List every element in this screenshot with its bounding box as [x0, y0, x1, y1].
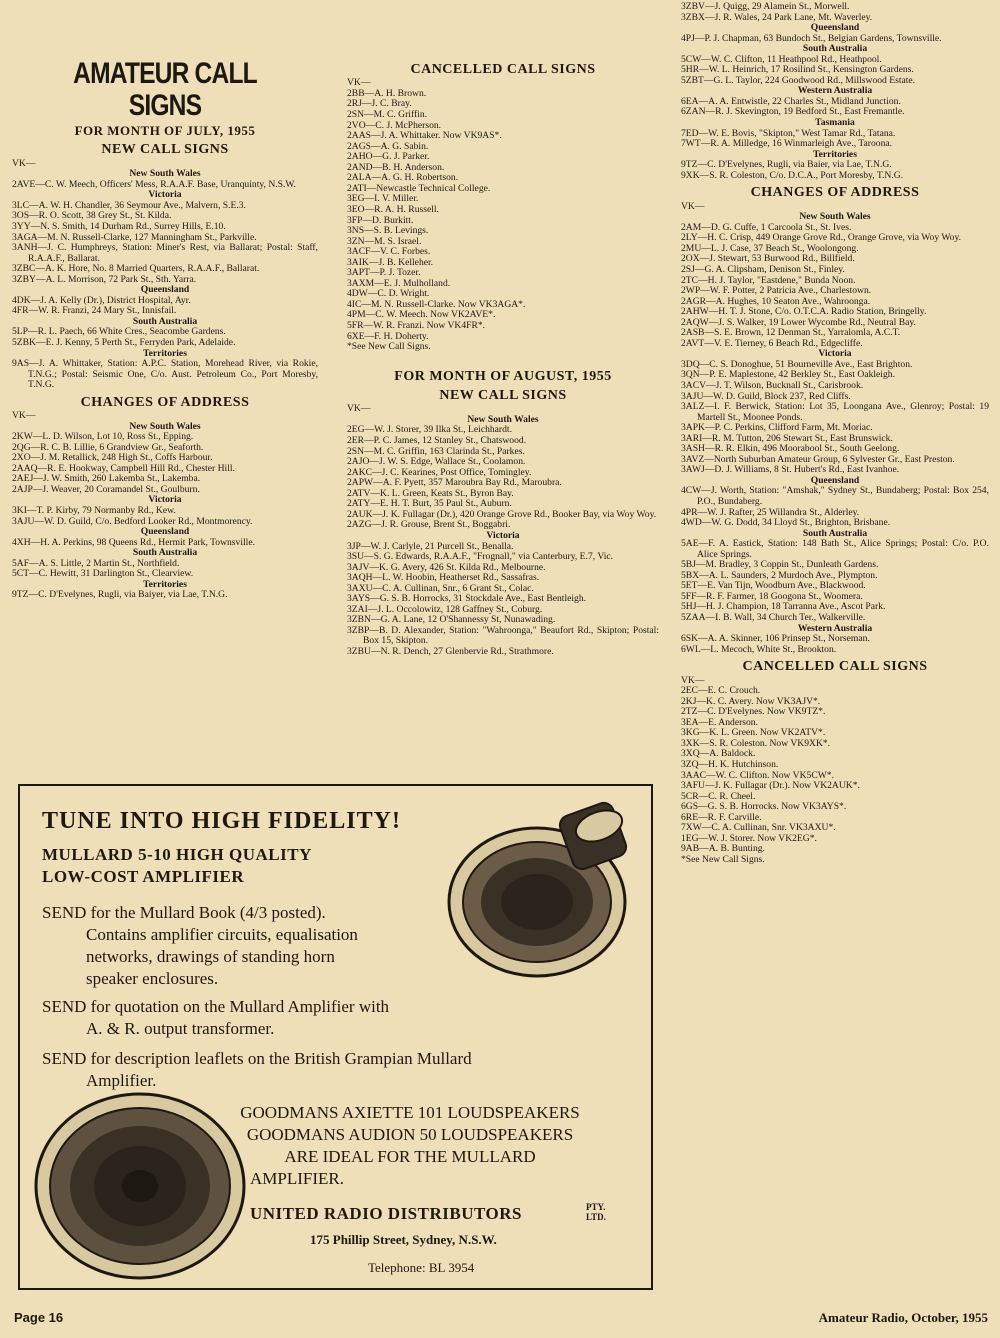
ad-subheading-line: MULLARD 5-10 HIGH QUALITY — [42, 845, 312, 864]
call-sign-entry: 5HJ—H. J. Champion, 18 Tarranna Ave., Ascot Park. — [681, 601, 886, 613]
see-note: *See New Call Signs. — [347, 341, 431, 353]
ad-address: 175 Phillip Street, Sydney, N.S.W. — [310, 1232, 497, 1247]
vk-prefix: VK— — [347, 403, 371, 415]
call-sign-entry: 2AND—B. H. Anderson. — [347, 161, 445, 173]
state-heading: Territories — [143, 578, 187, 590]
call-sign-entry: 3AXU—C. A. Cullinan, Snr., 6 Grant St., Colac. — [347, 582, 534, 594]
ad-goodmans-line: GOODMANS AXIETTE 101 LOUDSPEAKERS — [240, 1103, 580, 1122]
call-sign-entry: 3ZAI—J. L. Occolowitz, 128 Gaffney St., Coburg. — [347, 603, 543, 615]
vk-prefix: VK— — [12, 410, 36, 422]
call-sign-entry: 4WD—W. G. Dodd, 34 Lloyd St., Brighton, Brisbane. — [681, 517, 891, 529]
call-sign-entry: 3ZBP—B. D. Alexander, Station: "Wahroonga," Beaufort Rd., Skipton; Postal: Box 15, Skipton. — [347, 624, 659, 647]
call-sign-entry: 2AJO—J. W. S. Edge, Wallace St., Coolamon. — [347, 456, 526, 468]
call-sign-entry: 3ASH—R. R. Elkin, 496 Moorabool St., South Geelong. — [681, 443, 900, 455]
state-heading: Queensland — [140, 526, 190, 538]
state-heading: South Australia — [132, 547, 198, 559]
entry-list — [681, 686, 989, 855]
call-sign-entry: 5CR—C. R. Cheel. — [681, 790, 756, 802]
ad-send-line: Contains amplifier circuits, equalisation — [86, 925, 358, 944]
call-sign-entry: 3AWJ—D. J. Williams, 8 St. Hubert's Rd., East Ivanhoe. — [681, 464, 900, 476]
state-heading: Victoria — [818, 348, 852, 360]
publication-footer: Amateur Radio, October, 1955 — [818, 1310, 988, 1325]
call-sign-entry: 2EC—E. C. Crouch. — [681, 685, 761, 697]
state-heading: Territories — [143, 347, 187, 359]
call-sign-entry: 4DK—J. A. Kelly (Dr.), District Hospital, Ayr. — [12, 294, 191, 306]
state-heading: New South Wales — [799, 211, 871, 223]
call-sign-entry: 2ASB—S. E. Brown, 12 Denman St., Yarralomla, A.C.T. — [681, 327, 901, 339]
state-heading: South Australia — [132, 315, 198, 327]
ad-ltd: LTD. — [586, 1212, 606, 1222]
call-sign-entry: 2WP—W. F. Potter, 2 Patricia Ave., Charlestown. — [681, 285, 872, 297]
call-sign-entry: 3AAC—W. C. Clifton. Now VK5CW*. — [681, 769, 834, 781]
column-middle — [347, 58, 659, 770]
call-sign-entry: 4CW—J. Worth, Station: "Amshak," Sydney St., Bundaberg; Postal: Box 254, P.O., Bundaberg. — [681, 485, 989, 507]
call-sign-entry: 5FR—W. R. Franzi. Now VK4FR*. — [347, 319, 486, 331]
call-sign-entry: 2AAQ—R. E. Hookway, Campbell Hill Rd., Chester Hill. — [12, 462, 235, 474]
call-sign-entry: 2KJ—K. C. Avery. Now VK3AJV*. — [681, 695, 821, 707]
call-sign-entry: 3AJU—W. D. Guild, C/o. Bedford Looker Rd., Montmorency. — [12, 515, 253, 527]
call-sign-entry: 2AEJ—J. W. Smith, 260 Lakemba St., Lakemba. — [12, 473, 201, 485]
call-sign-entry: 3ACV—J. T. Wilson, Bucknall St., Carisbrook. — [681, 379, 864, 391]
call-sign-entry: 3AJV—K. G. Avery, 426 St. Kilda Rd., Melbourne. — [347, 561, 546, 573]
call-sign-entry: 3EG—I. V. Miller. — [347, 193, 419, 205]
call-sign-entry: 5LP—R. L. Paech, 66 White Cres., Seacombe Gardens. — [12, 326, 226, 338]
ad-goodmans-block — [190, 1102, 630, 1190]
call-sign-entry: 2APW—A. F. Pyett, 357 Maroubra Bay Rd., Maroubra. — [347, 477, 562, 489]
call-sign-entry: 5BX—A. L. Saunders, 2 Murdoch Ave., Plympton. — [681, 569, 878, 581]
ad-send-item — [42, 902, 358, 990]
changes-of-address-heading: CHANGES OF ADDRESS — [80, 394, 250, 410]
call-sign-entry: 3QN—P. E. Maplestone, 42 Berkley St., East Oakleigh. — [681, 369, 895, 381]
call-sign-entry: 3ACF—V. C. Forbes. — [347, 246, 431, 258]
ad-company-name: UNITED RADIO DISTRIBUTORS — [250, 1204, 522, 1223]
call-sign-entry: 2AGS—A. G. Sabin. — [347, 140, 429, 152]
entry-list — [681, 55, 989, 87]
changes-of-address-heading: CHANGES OF ADDRESS — [750, 185, 920, 201]
call-sign-entry: 3JP—W. J. Carlyle, 21 Purcell St., Benalla. — [347, 540, 514, 552]
call-sign-entry: 2AHW—H. T. J. Stone, C/o. O.T.C.A. Radio Station, Bringelly. — [681, 306, 927, 318]
call-sign-entry: 6EA—A. A. Entwistle, 22 Charles St., Midland Junction. — [681, 95, 901, 107]
call-sign-entry: 3APT—P. J. Tozer. — [347, 267, 421, 279]
call-sign-entry: 3YY—N. S. Smith, 14 Durham Rd., Surrey Hills, E.10. — [12, 220, 226, 232]
entry-list — [347, 542, 659, 658]
call-sign-entry: 4XH—H. A. Perkins, 98 Queens Rd., Hermit Park, Townsville. — [12, 536, 255, 548]
call-sign-entry: 2OX—J. Stewart, 53 Burwood Rd., Billfield. — [681, 253, 855, 265]
call-sign-entry: 2ER—P. C. James, 12 Stanley St., Chatswood. — [347, 435, 527, 447]
call-sign-entry: 4FR—W. R. Franzi, 24 Mary St., Innisfail. — [12, 305, 177, 317]
call-sign-entry: 3ZBU—N. R. Dench, 27 Glenbervie Rd., Strathmore. — [347, 645, 554, 657]
call-sign-entry: 2QG—R. C. B. Lillie, 6 Grandview Gr., Seaforth. — [12, 441, 204, 453]
column-left — [12, 58, 318, 770]
ad-send-item — [42, 1048, 472, 1092]
call-sign-entry: 3OS—R. O. Scott, 38 Grey St., St. Kilda. — [12, 210, 172, 222]
call-sign-entry: 2TC—H. J. Taylor, "Eastdene," Bunda Noon. — [681, 274, 856, 286]
call-sign-entry: 5HR—W. L. Heinrich, 17 Rosilind St., Kensington Gardens. — [681, 64, 914, 76]
call-sign-entry: 5CW—W. C. Clifton, 11 Heathpool Rd., Heathpool. — [681, 53, 882, 65]
call-sign-entry: 2AJP—J. Weaver, 20 Coramandel St., Goulburn. — [12, 483, 200, 495]
state-heading: New South Wales — [467, 413, 539, 425]
call-sign-entry: 2ALA—A. G. H. Robertson. — [347, 172, 459, 184]
call-sign-entry: 3EA—E. Anderson. — [681, 716, 759, 728]
state-heading: Tasmania — [815, 117, 855, 129]
ad-send-line: SEND for quotation on the Mullard Amplifier with — [42, 997, 390, 1016]
call-sign-entry: 3SU—S. G. Edwards, R.A.A.F., "Frognall," via Canterbury, E.7, Vic. — [347, 551, 614, 563]
call-sign-entry: 9TZ—C. D'Evelynes, Rugli, via Baier, via Lae, T.N.G. — [681, 159, 892, 171]
entry-list — [12, 296, 318, 317]
call-sign-entry: 2ATI—Newcastle Technical College. — [347, 182, 491, 194]
call-sign-entry: 6ZAN—R. J. Skevington, 19 Bedford St., East Fremantle. — [681, 106, 905, 118]
cancelled-call-signs-heading: CANCELLED CALL SIGNS — [410, 62, 596, 77]
call-sign-entry: 4DW—C. D. Wright. — [347, 288, 430, 300]
call-sign-entry: 4PR—W. J. Rafter, 25 Willandra St., Alderley. — [681, 506, 860, 518]
cancelled-call-signs-heading: CANCELLED CALL SIGNS — [742, 659, 928, 675]
ad-goodmans-line: GOODMANS AUDION 50 LOUDSPEAKERS — [246, 1125, 574, 1144]
entry-list — [12, 201, 318, 285]
ad-send-line: A. & R. output transformer. — [86, 1019, 275, 1038]
call-sign-entry: 3ZBY—A. L. Morrison, 72 Park St., Sth. Yarra. — [12, 273, 197, 285]
call-sign-entry: 6XE—F. H. Doherty. — [347, 330, 429, 342]
page-number: Page 16 — [14, 1310, 64, 1325]
state-heading: South Australia — [802, 527, 868, 539]
call-sign-entry: 2BB—A. H. Brown. — [347, 87, 427, 99]
vk-prefix: VK— — [12, 157, 36, 169]
call-sign-entry: 3ZBV—J. Quigg, 29 Alamein St., Morwell. — [681, 2, 850, 12]
call-sign-entry: 3AVZ—North Suburban Amateur Group, 6 Sylvester Gr., East Preston. — [681, 453, 955, 465]
call-sign-entry: 3LC—A. W. H. Chandler, 36 Seymour Ave., Malvern, S.E.3. — [12, 199, 246, 211]
call-sign-entry: 2ATV—K. L. Green, Keats St., Byron Bay. — [347, 487, 514, 499]
call-sign-entry: 3ZQ—H. K. Hutchinson. — [681, 758, 779, 770]
call-sign-entry: 9TZ—C. D'Evelynes, Rugli, via Baiyer, via Lae, T.N.G. — [12, 589, 228, 601]
call-sign-entry: 6SK—A. A. Skinner, 106 Prinsep St., Norseman. — [681, 633, 870, 645]
ad-send-line: SEND for description leaflets on the British Grampian Mullard — [42, 1049, 472, 1068]
entry-list — [681, 97, 989, 118]
ad-send-line: SEND for the Mullard Book (4/3 posted). — [42, 903, 326, 922]
state-heading: Victoria — [148, 189, 182, 201]
call-sign-entry: 3APK—P. C. Perkins, Clifford Farm, Mt. Moriac. — [681, 422, 873, 434]
entry-list — [681, 223, 989, 350]
month-heading-july: FOR MONTH OF JULY, 1955 — [74, 123, 256, 138]
call-sign-entry: 2ATY—E. H. T. Burt, 35 Paul St., Auburn. — [347, 498, 512, 510]
entry-list — [12, 327, 318, 348]
call-sign-entry: 5BJ—M. Bradley, 3 Coppin St., Dunleath Gardens. — [681, 559, 879, 571]
call-sign-entry: 2VO—C. J. McPherson. — [347, 119, 442, 131]
call-sign-entry: 5CT—C. Hewitt, 31 Darlington St., Clearview. — [12, 568, 194, 580]
call-sign-entry: 7XW—C. A. Cullinan, Snr. VK3AXU*. — [681, 822, 836, 834]
entry-list — [347, 425, 659, 530]
call-sign-entry: 2AZG—J. R. Grouse, Brent St., Boggabri. — [347, 519, 511, 531]
call-sign-entry: 2AM—D. G. Cuffe, 1 Carcoola St., St. Ives. — [681, 221, 852, 233]
call-sign-entry: 3KG—K. L. Green. Now VK2ATV*. — [681, 727, 826, 739]
ad-send-line: speaker enclosures. — [86, 969, 219, 988]
call-sign-entry: 3AIK—J. B. Kelleher. — [347, 256, 434, 268]
call-sign-entry: 9XK—S. R. Coleston, C/o. D.C.A., Port Moresby, T.N.G. — [681, 169, 904, 181]
call-sign-entry: 4IC—M. N. Russell-Clarke. Now VK3AGA*. — [347, 298, 526, 310]
call-sign-entry: 5FF—R. F. Farmer, 18 Googona St., Woomera. — [681, 590, 863, 602]
entry-list — [12, 432, 318, 495]
call-sign-entry: 3DQ—C. S. Donoghue, 51 Bourneville Ave., East Brighton. — [681, 358, 913, 370]
ad-subheading-line: LOW-COST AMPLIFIER — [42, 867, 245, 886]
call-sign-entry: 2LY—H. C. Crisp, 449 Orange Grove Rd., Orange Grove, via Woy Woy. — [681, 232, 962, 244]
new-call-signs-heading: NEW CALL SIGNS — [101, 142, 229, 158]
call-sign-entry: 2AGR—A. Hughes, 10 Seaton Ave., Wahroonga. — [681, 295, 871, 307]
call-sign-entry: 4PJ—P. J. Chapman, 63 Bundoch St., Belgian Gardens, Townsville. — [681, 32, 942, 44]
call-sign-entry: 3EO—R. A. H. Russell. — [347, 203, 439, 215]
state-heading: New South Wales — [129, 420, 201, 432]
call-sign-entry: 3NS—S. B. Levings. — [347, 225, 429, 237]
ad-goodmans-line: ARE IDEAL FOR THE MULLARD — [284, 1147, 536, 1166]
vk-prefix: VK— — [681, 200, 705, 212]
call-sign-entry: 2AVE—C. W. Meech, Officers' Mess, R.A.A.F. Base, Uranquinty, N.S.W. — [12, 178, 296, 190]
call-sign-entry: 3XK—S. R. Coleston. Now VK9XK*. — [681, 737, 831, 749]
call-sign-entry: 3ANH—J. C. Humphreys, Station: Miner's Rest, via Ballarat; Postal: Staff, R.A.A.F., Ballarat. — [12, 242, 318, 264]
state-heading: South Australia — [802, 43, 868, 55]
call-sign-entry: 2EG—W. J. Storer, 39 Ilka St., Leichhardt. — [347, 424, 512, 436]
call-sign-entry: 3ZBX—J. R. Wales, 24 Park Lane, Mt. Waverley. — [681, 11, 873, 23]
call-sign-entry: 9AB—A. B. Bunting. — [681, 843, 765, 855]
call-sign-entry: 3AXM—E. J. Mulholland. — [347, 277, 451, 289]
call-sign-entry: 3ZBC—A. K. Hore, No. 8 Married Quarters, R.A.A.F., Ballarat. — [12, 263, 260, 275]
state-heading: Queensland — [810, 22, 860, 34]
state-heading: Territories — [813, 148, 857, 160]
entry-list — [12, 359, 318, 391]
entry-list — [12, 559, 318, 580]
entry-list — [681, 634, 989, 655]
entry-list — [347, 89, 659, 342]
ad-send-item — [42, 996, 389, 1040]
call-sign-entry: 2AQW—J. S. Walker, 19 Lower Wycombe Rd., Neutral Bay. — [681, 316, 916, 328]
ad-subheading — [42, 844, 312, 888]
ad-send-line: networks, drawings of standing horn — [86, 947, 335, 966]
ad-headline: TUNE INTO HIGH FIDELITY! — [42, 808, 401, 834]
state-heading: Western Australia — [797, 622, 873, 634]
vk-prefix: VK— — [347, 77, 371, 89]
call-sign-entry: 3ALZ—I. F. Berwick, Station: Lot 35, Loongana Ave., Glenroy; Postal: 19 Martell St., Moonee Ponds. — [681, 401, 989, 423]
state-heading: Queensland — [810, 474, 860, 486]
call-sign-entry: 3AQH—L. W. Hoobin, Heatherset Rd., Sassafras. — [347, 572, 540, 584]
state-heading: Queensland — [140, 284, 190, 296]
call-sign-entry: 2AUK—J. K. Fullagar (Dr.), 420 Orange Grove Rd., Booker Bay, via Woy Woy. — [347, 508, 657, 520]
call-sign-entry: 2SN—M. C. Griffin, 163 Clarinda St., Parkes. — [347, 445, 525, 457]
call-sign-entry: 3FP—D. Burkitt. — [347, 214, 414, 226]
ad-company-suffix — [586, 1202, 606, 1222]
call-sign-entry: 2AVT—V. E. Tierney, 6 Beach Rd., Edgecliffe. — [681, 337, 863, 349]
state-heading: Western Australia — [797, 85, 873, 97]
call-sign-entry: 3ARI—R. M. Tutton, 206 Stewart St., East Brunswick. — [681, 432, 893, 444]
ad-telephone: Telephone: BL 3954 — [368, 1260, 475, 1275]
call-sign-entry: 2MU—L. J. Case, 37 Beach St., Woolongong. — [681, 242, 859, 254]
call-sign-entry: 2XO—J. M. Retallick, 248 High St., Coffs Harbour. — [12, 452, 213, 464]
state-heading: Victoria — [148, 494, 182, 506]
call-sign-entry: 5ET—E. Van Tijn, Woodburn Ave., Blackwood. — [681, 580, 866, 592]
call-sign-entry: 7ED—W. E. Bovis, "Skipton," West Tamar Rd., Tatana. — [681, 127, 896, 139]
call-sign-entry: 5AE—F. A. Eastick, Station: 148 Bath St., Alice Springs; Postal: C/o. P.O. Alice Springs. — [681, 538, 989, 560]
month-heading-august: FOR MONTH OF AUGUST, 1955 — [394, 368, 612, 384]
call-sign-entry: 2AAS—J. A. Whittaker. Now VK9AS*. — [347, 130, 502, 142]
page-title: AMATEUR CALL SIGNS — [73, 58, 257, 122]
call-sign-entry: 6WL—L. Mecoch, White St., Brookton. — [681, 643, 837, 655]
call-sign-entry: 3ZBN—G. A. Lane, 12 O'Shannessy St, Nunawading. — [347, 614, 556, 626]
state-heading: New South Wales — [129, 168, 201, 180]
loudspeaker-image — [445, 794, 645, 984]
ad-pty: PTY. — [586, 1202, 606, 1212]
entry-list — [681, 160, 989, 181]
call-sign-entry: 2TZ—C. D'Evelynes. Now VK9TZ*. — [681, 706, 826, 718]
column-right — [681, 2, 989, 1298]
new-call-signs-heading: NEW CALL SIGNS — [439, 388, 567, 403]
call-sign-entry: 2AHO—G. J. Parker. — [347, 151, 430, 163]
call-sign-entry: 2SN—M. C. Griffin. — [347, 109, 428, 121]
call-sign-entry: 2KW—L. D. Wilson, Lot 10, Ross St., Epping. — [12, 431, 194, 443]
entry-list — [681, 360, 989, 476]
entry-list — [12, 506, 318, 527]
state-heading: Victoria — [486, 529, 520, 541]
call-sign-entry: 3KI—T. P. Kirby, 79 Normanby Rd., Kew. — [12, 505, 176, 517]
entry-list — [681, 486, 989, 528]
call-sign-entry: 3AGA—M. N. Russell-Clarke, 127 Manningham St., Parkville. — [12, 231, 257, 243]
ad-goodmans-line: AMPLIFIER. — [250, 1169, 344, 1188]
call-sign-entry: 9AS—J. A. Whittaker, Station: A.P.C. Station, Morehead River, via Rokie, T.N.G.; Postal: Seismic One, C/o. Aust. Petroleum Co., Port Moresby, T.N.G. — [12, 358, 318, 391]
call-sign-entry: 6GS—G. S. B. Horrocks. Now VK3AYS*. — [681, 801, 847, 813]
call-sign-entry: 6RE—R. F. Carville. — [681, 811, 762, 823]
call-sign-entry: 3AJU—W. D. Guild, Block 237, Red Cliffs. — [681, 390, 851, 402]
call-sign-entry: 2SJ—G. A. Clipsham, Denison St., Finley. — [681, 263, 845, 275]
mullard-advertisement — [18, 784, 653, 1290]
vk-prefix: VK— — [681, 674, 705, 686]
entry-list — [12, 590, 318, 601]
call-sign-entry: 5ZBT—G. L. Taylor, 224 Goodwood Rd., Millswood Estate. — [681, 74, 916, 86]
call-sign-entry: 1EG—W. J. Storer. Now VK2EG*. — [681, 832, 817, 844]
call-sign-entry: 7WT—R. A. Milledge, 16 Winmarleigh Ave., Taroona. — [681, 138, 893, 150]
call-sign-entry: 3AYS—G. S. B. Horrocks, 31 Stockdale Ave., East Bentleigh. — [347, 593, 587, 605]
call-sign-entry: 3AFU—J. K. Fullagar (Dr.). Now VK2AUK*. — [681, 780, 860, 792]
call-sign-entry: 3XQ—A. Baldock. — [681, 748, 756, 760]
entry-list — [681, 2, 989, 23]
call-sign-entry: 2AKC—J. C. Kearines, Post Office, Tomingley. — [347, 466, 532, 478]
entry-list — [681, 539, 989, 623]
call-sign-entry: 3ZN—M. S. Israel. — [347, 235, 422, 247]
call-sign-entry: 5AF—A. S. Little, 2 Martin St., Northfield. — [12, 557, 180, 569]
call-sign-entry: 5ZAA—I. B. Wall, 34 Church Ter., Walkerville. — [681, 612, 866, 624]
entry-list — [681, 129, 989, 150]
call-sign-entry: 4PM—C. W. Meech. Now VK2AVE*. — [347, 309, 496, 321]
call-sign-entry: 5ZBK—E. J. Kenny, 5 Perth St., Ferryden Park, Adelaide. — [12, 336, 236, 348]
see-note: *See New Call Signs. — [681, 853, 765, 865]
ad-send-line: Amplifier. — [86, 1071, 157, 1090]
call-sign-entry: 2RJ—J. C. Bray. — [347, 98, 412, 110]
